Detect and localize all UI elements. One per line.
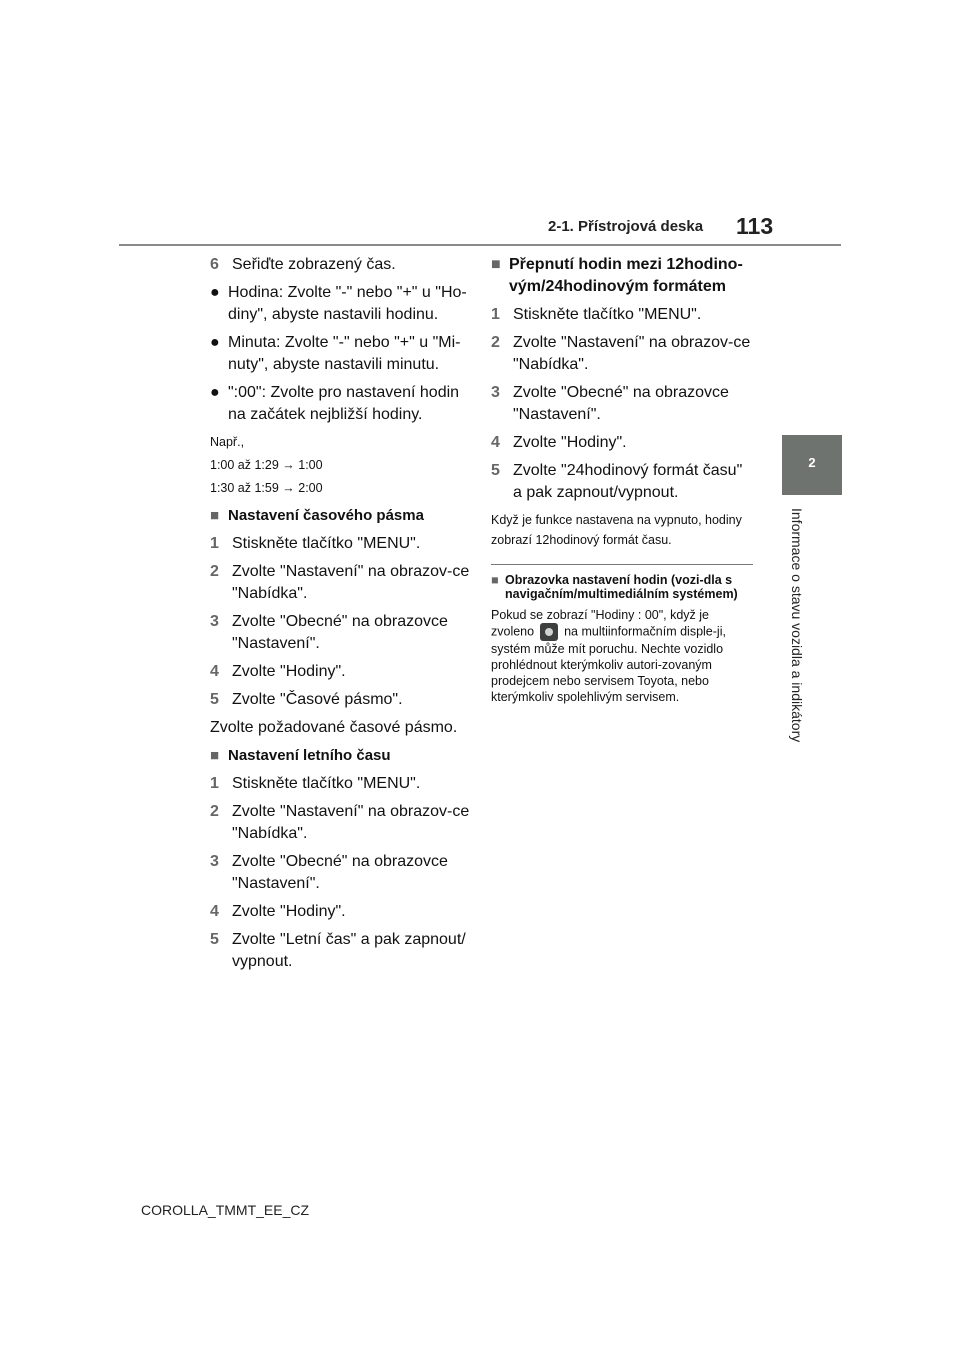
step-number: 6 xyxy=(210,256,219,273)
step-text: Zvolte "Hodiny". xyxy=(232,903,346,920)
chapter-tab xyxy=(782,435,842,495)
step-item xyxy=(210,851,472,895)
step-number: 1 xyxy=(491,306,500,323)
example-line: 1:30 až 1:59 → 2:00 xyxy=(210,481,323,495)
step-text: Zvolte "Obecné" na obrazovce "Nastavení". xyxy=(513,384,729,423)
step-text: Stiskněte tlačítko "MENU". xyxy=(232,775,421,792)
step-text: Stiskněte tlačítko "MENU". xyxy=(513,306,702,323)
bullet-icon: ● xyxy=(210,384,220,401)
step-text: Seřiďte zobrazený čas. xyxy=(232,256,396,273)
step-text: Zvolte "24hodinový formát času" a pak zapnout/vypnout. xyxy=(513,462,743,501)
step-number: 2 xyxy=(210,803,219,820)
step-item xyxy=(210,661,472,683)
document-code: COROLLA_TMMT_EE_CZ xyxy=(141,1202,310,1218)
step-number: 5 xyxy=(491,462,500,479)
step-number: 1 xyxy=(210,535,219,552)
left-column xyxy=(210,254,472,979)
example-label: Např., xyxy=(210,435,245,449)
step-item xyxy=(210,801,472,845)
heading-square-icon: ■ xyxy=(210,507,220,524)
heading-square-icon: ■ xyxy=(210,747,220,764)
nav-note-text: Pokud se zobrazí "Hodiny : 00", když je zvoleno xyxy=(491,608,710,639)
nav-note xyxy=(491,607,753,705)
step-number: 3 xyxy=(491,384,500,401)
bullet-text: Minuta: Zvolte "-" nebo "+" u "Mi-nuty", abyste nastavili minutu. xyxy=(228,334,461,373)
step-number: 2 xyxy=(491,334,500,351)
section-heading-format xyxy=(491,254,753,298)
step-text: Zvolte "Obecné" na obrazovce "Nastavení". xyxy=(232,613,448,652)
step-text: Zvolte "Nastavení" na obrazov-ce "Nabídka". xyxy=(232,803,470,842)
step-number: 1 xyxy=(210,775,219,792)
heading-square-icon: ■ xyxy=(491,256,501,273)
step-text: Zvolte "Časové pásmo". xyxy=(232,691,403,708)
step-item xyxy=(491,432,753,454)
section-title: 2-1. Přístrojová deska xyxy=(548,218,704,235)
step-number: 3 xyxy=(210,613,219,630)
step-6 xyxy=(210,254,472,276)
step-item xyxy=(491,332,753,376)
bullet-icon: ● xyxy=(210,334,220,351)
step-text: Zvolte "Obecné" na obrazovce "Nastavení". xyxy=(232,853,448,892)
step-text: Stiskněte tlačítko "MENU". xyxy=(232,535,421,552)
heading-text: Nastavení letního času xyxy=(228,747,391,764)
heading-square-icon: ■ xyxy=(491,573,499,587)
section-heading-nav xyxy=(491,573,753,601)
step-text: Zvolte "Nastavení" na obrazov-ce "Nabídka". xyxy=(232,563,470,602)
settings-gear-icon xyxy=(540,623,558,641)
format-note: Když je funkce nastavena na vypnuto, hodiny zobrazí 12hodinový formát času. xyxy=(491,513,742,547)
step-item xyxy=(210,773,472,795)
step-number: 4 xyxy=(210,903,219,920)
step-item xyxy=(491,382,753,426)
step-item xyxy=(491,460,753,504)
step-number: 3 xyxy=(210,853,219,870)
header-divider xyxy=(119,244,841,246)
step-item xyxy=(210,611,472,655)
step-text: Zvolte "Letní čas" a pak zapnout/ vypnout. xyxy=(232,931,466,970)
step-item xyxy=(210,533,472,555)
bullet-icon: ● xyxy=(210,284,220,301)
subsection-divider xyxy=(491,564,753,565)
heading-text: Přepnutí hodin mezi 12hodino-vým/24hodinovým formátem xyxy=(509,256,743,295)
step-item xyxy=(210,901,472,923)
heading-text: Nastavení časového pásma xyxy=(228,507,424,524)
step-item xyxy=(210,929,472,973)
step-number: 4 xyxy=(491,434,500,451)
chapter-side-label: Informace o stavu vozidla a indikátory xyxy=(789,508,805,743)
step-item xyxy=(210,561,472,605)
chapter-tab-number: 2 xyxy=(808,455,816,470)
step-item xyxy=(210,689,472,711)
step-number: 5 xyxy=(210,691,219,708)
nav-note-text: na multiinformačním disple-ji, systém může mít poruchu. Nechte vozidlo prohlédnout kterýmkoliv autori-zovaným prodejcem nebo servisem Toyota, nebo kterýmkoliv spolehlivým servisem. xyxy=(491,624,726,704)
step-item xyxy=(491,304,753,326)
bullet-text: ":00": Zvolte pro nastavení hodin na začátek nejbližší hodiny. xyxy=(228,384,460,423)
bullet-item xyxy=(210,332,472,376)
step-text: Zvolte "Nastavení" na obrazov-ce "Nabídka". xyxy=(513,334,751,373)
step-number: 2 xyxy=(210,563,219,580)
section-heading-dst xyxy=(210,745,472,767)
step-number: 5 xyxy=(210,931,219,948)
example-line: 1:00 až 1:29 → 1:00 xyxy=(210,458,323,472)
bullet-text: Hodina: Zvolte "-" nebo "+" u "Ho-diny", abyste nastavili hodinu. xyxy=(228,284,467,323)
bullet-item xyxy=(210,382,472,426)
timezone-note: Zvolte požadované časové pásmo. xyxy=(210,719,458,736)
heading-text: Obrazovka nastavení hodin (vozi-dla s navigačním/multimediálním systémem) xyxy=(505,573,738,601)
page-number: 113 xyxy=(736,213,774,239)
section-heading-timezone xyxy=(210,505,472,527)
right-column xyxy=(491,254,753,705)
step-text: Zvolte "Hodiny". xyxy=(232,663,346,680)
step-number: 4 xyxy=(210,663,219,680)
step-text: Zvolte "Hodiny". xyxy=(513,434,627,451)
bullet-item xyxy=(210,282,472,326)
